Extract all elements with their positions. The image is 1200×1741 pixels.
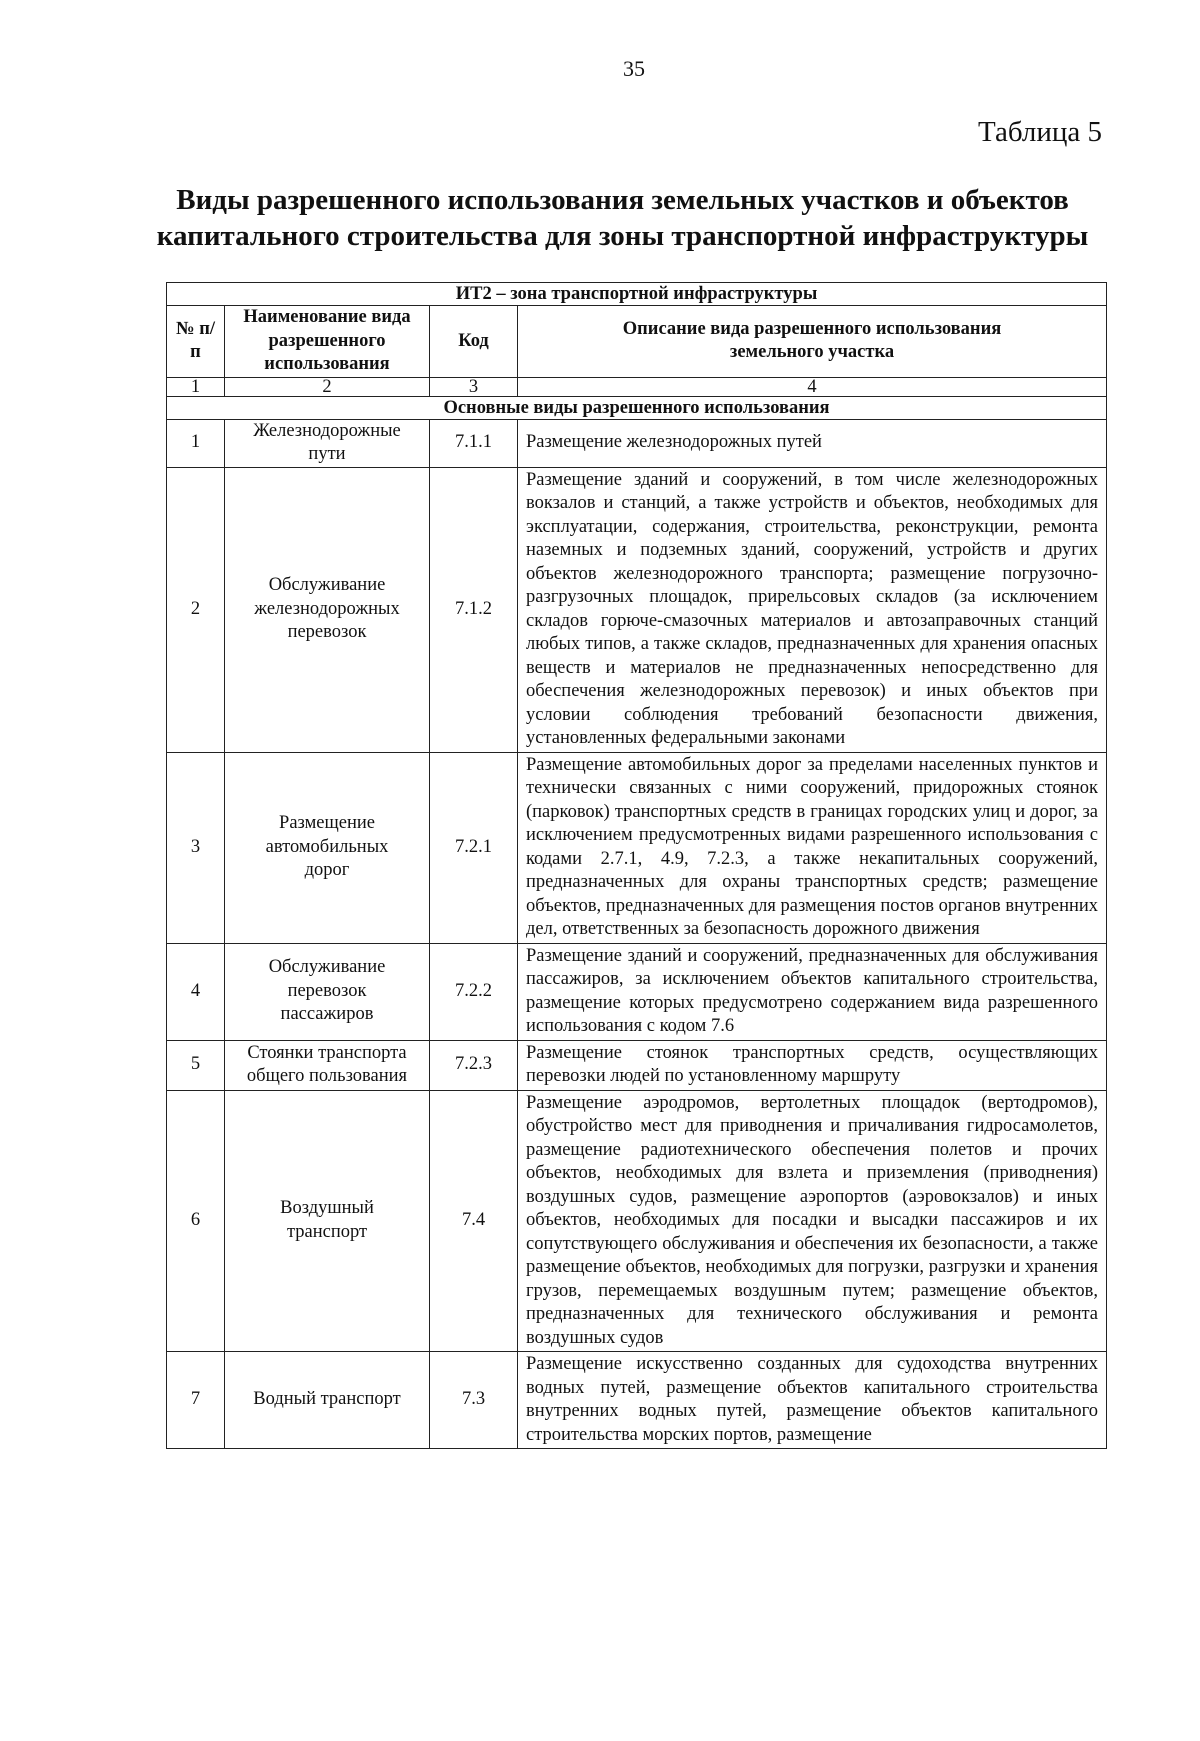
- column-index: 2: [225, 377, 430, 396]
- table-row: [167, 419, 1107, 467]
- header-num: № п/п: [167, 306, 225, 378]
- row-name: Железнодорожные пути: [225, 419, 430, 467]
- header-row: [167, 306, 1107, 378]
- row-name: Водный транспорт: [225, 1352, 430, 1449]
- row-desc: Размещение железнодорожных путей: [518, 419, 1107, 467]
- header-desc: Описание вида разрешенного использования земельного участка: [518, 306, 1107, 378]
- document-title: [120, 182, 1125, 254]
- table-caption: Таблица 5: [977, 116, 1102, 148]
- row-desc: Размещение аэродромов, вертолетных площадок (вертодромов), обустройство мест для приводнения и причаливания гидросамолетов, размещение радиотехнического обеспечения полетов и прочих объектов, необходимых для взлета и приземления (приводнения) воздушных судов, размещение аэропортов (аэровокзалов) и иных объектов, необходимых для посадки и высадки пассажиров и их сопутствующего обслуживания и обеспечения их безопасности, а также размещение объектов, необходимых для погрузки, разгрузки и хранения грузов, перемещаемых воздушным путем; размещение объектов, предназначенных для технического обслуживания и ремонта воздушных судов: [518, 1090, 1107, 1352]
- row-code: 7.2.3: [430, 1040, 518, 1090]
- row-desc: Размещение зданий и сооружений, в том числе железнодорожных вокзалов и станций, а также устройств и объектов, необходимых для эксплуатации, содержания, строительства, реконструкции, ремонта наземных и подземных зданий, сооружений, устройств и других объектов железнодорожного транспорта; размещение погрузочно-разгрузочных площадок, прирельсовых складов (за исключением складов горюче-смазочных материалов и автозаправочных станций любых типов, а также складов, предназначенных для хранения опасных веществ и материалов не предназначенных непосредственно для обеспечения железнодорожных перевозок) и иных объектов при условии соблюдения требований безопасности движения, установленных федеральными законами: [518, 467, 1107, 752]
- row-code: 7.2.1: [430, 752, 518, 943]
- header-name: Наименование вида разрешенного использования: [225, 306, 430, 378]
- row-desc: Размещение зданий и сооружений, предназначенных для обслуживания пассажиров, за исключением объектов капитального строительства, размещение которых предусмотрено содержанием вида разрешенного использования с кодом 7.6: [518, 943, 1107, 1040]
- table-row: [167, 1090, 1107, 1352]
- zone-title-row: [167, 283, 1107, 306]
- row-code: 7.2.2: [430, 943, 518, 1040]
- column-index: 1: [167, 377, 225, 396]
- zone-title: ИТ2 – зона транспортной инфраструктуры: [167, 283, 1107, 306]
- page-number: 35: [623, 56, 645, 81]
- row-desc: Размещение автомобильных дорог за пределами населенных пунктов и технически связанных с ними сооружений, придорожных стоянок (парковок) транспортных средств в границах городских улиц и дорог, за исключением предусмотренных видами разрешенного использования с кодами 2.7.1, 4.9, 7.2.3, а также некапитальных сооружений, предназначенных для охраны транспортных средств; размещение объектов, предназначенных для размещения постов органов внутренних дел, ответственных за безопасность дорожного движения: [518, 752, 1107, 943]
- row-code: 7.3: [430, 1352, 518, 1449]
- row-num: 5: [167, 1040, 225, 1090]
- row-num: 7: [167, 1352, 225, 1449]
- table-row: [167, 943, 1107, 1040]
- row-name: Обслуживание железнодорожных перевозок: [225, 467, 430, 752]
- row-name: Стоянки транспорта общего пользования: [225, 1040, 430, 1090]
- row-code: 7.1.1: [430, 419, 518, 467]
- table-row: [167, 752, 1107, 943]
- column-index-row: [167, 377, 1107, 396]
- row-desc: Размещение искусственно созданных для судоходства внутренних водных путей, размещение объектов капитального строительства внутренних водных путей, размещение объектов капитального строительства морских портов, размещение: [518, 1352, 1107, 1449]
- row-num: 3: [167, 752, 225, 943]
- column-index: 4: [518, 377, 1107, 396]
- title-line: Виды разрешенного использования земельных участков и объектов: [176, 184, 1069, 216]
- row-name: Размещение автомобильных дорог: [225, 752, 430, 943]
- row-code: 7.1.2: [430, 467, 518, 752]
- section-row: [167, 396, 1107, 419]
- table-row: [167, 467, 1107, 752]
- table-row: [167, 1040, 1107, 1090]
- table-row: [167, 1352, 1107, 1449]
- header-code: Код: [430, 306, 518, 378]
- section-title: Основные виды разрешенного использования: [167, 396, 1107, 419]
- row-num: 1: [167, 419, 225, 467]
- title-line: капитального строительства для зоны транспортной инфраструктуры: [156, 220, 1089, 252]
- row-num: 6: [167, 1090, 225, 1352]
- row-code: 7.4: [430, 1090, 518, 1352]
- row-num: 4: [167, 943, 225, 1040]
- column-index: 3: [430, 377, 518, 396]
- row-desc: Размещение стоянок транспортных средств, осуществляющих перевозки людей по установленному маршруту: [518, 1040, 1107, 1090]
- land-use-table: [166, 282, 1107, 1449]
- row-name: Воздушный транспорт: [225, 1090, 430, 1352]
- row-num: 2: [167, 467, 225, 752]
- row-name: Обслуживание перевозок пассажиров: [225, 943, 430, 1040]
